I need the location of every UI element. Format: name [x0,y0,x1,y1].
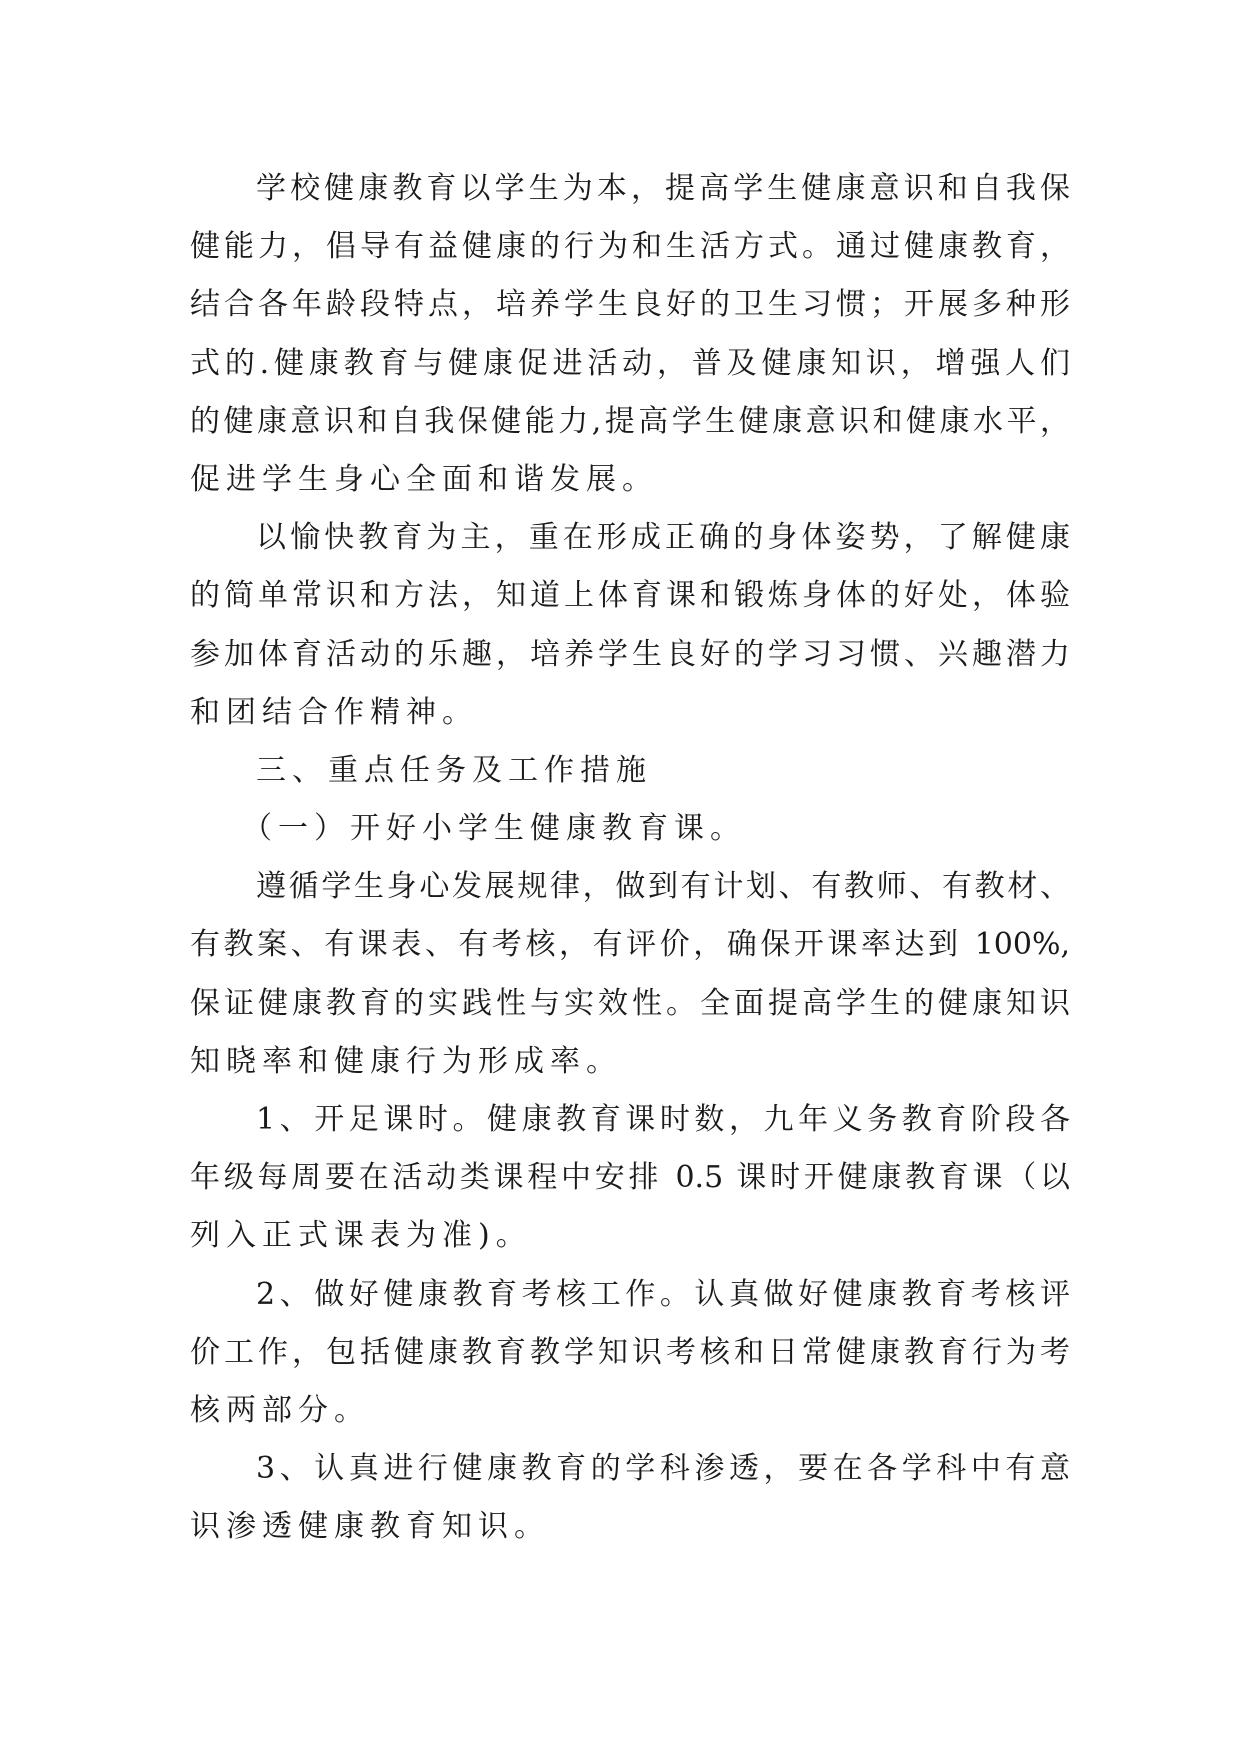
text-line: 学校健康教育以学生为本，提高学生健康意识和自我保 [256,171,1070,206]
text-line: 式的.健康教育与健康促进活动，普及健康知识，增强人们 [190,345,1070,381]
text-line: 2、做好健康教育考核工作。认真做好健康教育考核评 [256,1276,1070,1312]
text-line: 以愉快教育为主，重在形成正确的身体姿势，了解健康 [256,520,1070,556]
text-line: 1、开足课时。健康教育课时数，九年义务教育阶段各 [256,1102,1070,1137]
text-line: 识渗透健康教育知识。 [190,1509,550,1545]
paragraph-health-education-goal [190,160,1070,509]
text-line: 3、认真进行健康教育的学科渗透，要在各学科中有意 [256,1451,1070,1487]
text-line: 和团结合作精神。 [190,694,478,730]
text-line: 列入正式课表为准)。 [190,1218,532,1254]
text-line: 年级每周要在活动类课程中安排 0.5 课时开健康教育课（以 [190,1160,1070,1196]
section-heading [190,742,1070,800]
text-line: 参加体育活动的乐趣，培养学生良好的学习习惯、兴趣潜力 [190,636,1070,672]
paragraph-happy-education [190,509,1070,742]
text-line: 保证健康教育的实践性与实效性。全面提高学生的健康知识 [190,985,1070,1021]
document-body [190,160,1070,1557]
text-line: 的健康意识和自我保健能力,提高学生健康意识和健康水平， [190,403,1070,439]
text-line: 健能力，倡导有益健康的行为和生活方式。通过健康教育， [190,229,1070,265]
paragraph-item-2 [190,1266,1070,1441]
subsection-heading-text: （一）开好小学生健康教育课。 [242,811,746,847]
text-line: 的简单常识和方法，知道上体育课和锻炼身体的好处，体验 [190,578,1070,614]
paragraph-item-3 [190,1440,1070,1556]
section-heading-text: 三、重点任务及工作措施 [256,752,652,788]
text-line: 遵循学生身心发展规律，做到有计划、有教师、有教材、 [256,869,1070,905]
text-line: 结合各年龄段特点，培养学生良好的卫生习惯；开展多种形 [190,287,1070,323]
text-line: 促进学生身心全面和谐发展。 [190,461,658,497]
paragraph-item-1 [190,1091,1070,1266]
text-line: 价工作，包括健康教育教学知识考核和日常健康教育行为考 [190,1334,1070,1370]
text-line: 核两部分。 [190,1392,370,1428]
text-line: 知晓率和健康行为形成率。 [190,1043,622,1079]
text-line: 有教案、有课表、有考核，有评价，确保开课率达到 100%, [190,927,1070,963]
paragraph-follow-development [190,858,1070,1091]
subsection-heading [190,800,1070,858]
